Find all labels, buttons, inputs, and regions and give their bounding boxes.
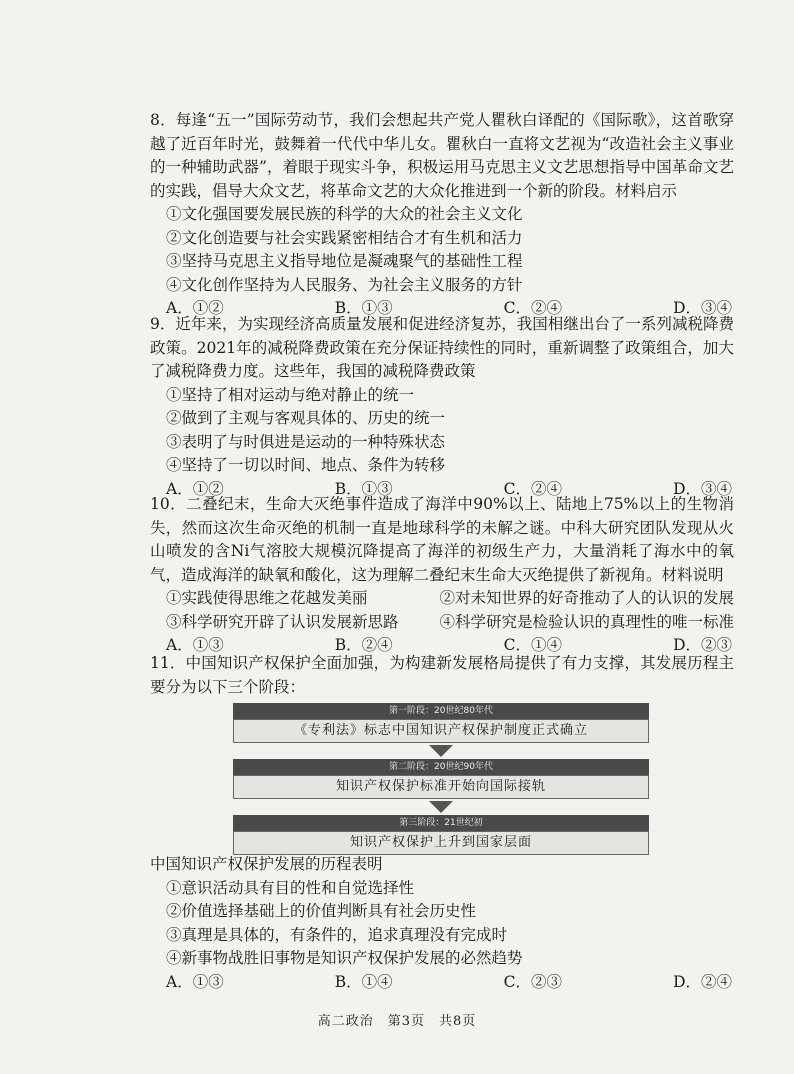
stage-2-text: 知识产权保护标准开始向国际接轨 <box>233 775 649 799</box>
choice-b: B．①④ <box>334 972 393 991</box>
question-9-item-2: ②做到了主观与客观具体的、历史的统一 <box>166 409 446 427</box>
question-11-stem: 11．中国知识产权保护全面加强，为构建新发展格局提供了有力支撑，其发展历程主要分为以下三个阶段： <box>150 654 734 696</box>
question-9-stem: 9．近年来，为实现经济高质量发展和促进经济复苏，我国相继出台了一系列减税降费政策。2021年的减税降费政策在充分保证持续性的同时，重新调整了政策组合，加大了减税降费力度。这些年，我国的减税降费政策 <box>150 315 734 380</box>
choice-d: D．③④ <box>673 479 732 498</box>
question-8-item-2: ②文化创造要与社会实践紧密相结合才有生机和活力 <box>166 228 523 247</box>
question-11-item-3: ③真理是具体的，有条件的，追求真理没有完成时 <box>166 925 508 944</box>
page-footer: 高二政治 第3页 共8页 <box>317 1014 477 1029</box>
choice-c: C．②④ <box>503 299 563 317</box>
question-10 <box>150 493 734 658</box>
question-9-item-4: ④坚持了一切以时间、地点、条件为转移 <box>166 456 446 474</box>
choice-d: D．②③ <box>673 636 732 654</box>
question-11-item-2: ②价值选择基础上的价值判断具有社会历史性 <box>166 902 477 920</box>
down-arrow-icon <box>233 743 649 759</box>
question-9-item-1: ①坚持了相对运动与绝对静止的统一 <box>166 385 415 404</box>
down-arrow-icon <box>233 799 649 815</box>
question-11 <box>150 652 734 699</box>
question-8 <box>150 109 734 321</box>
question-9 <box>150 313 734 501</box>
choice-c: C．②④ <box>503 479 563 498</box>
choice-c: C．①④ <box>503 636 563 654</box>
stage-2-header: 第二阶段：20世纪90年代 <box>233 759 649 775</box>
question-9-item-3: ③表明了与时俱进是运动的一种特殊状态 <box>166 432 446 451</box>
choice-a: A．①② <box>166 479 224 498</box>
choice-b: B．①③ <box>334 299 393 317</box>
choice-a: A．①③ <box>166 972 224 991</box>
question-11-choices <box>150 971 734 995</box>
stage-1-header: 第一阶段：20世纪80年代 <box>233 703 649 719</box>
choice-a: A．①② <box>166 299 224 317</box>
choice-c: C．②③ <box>503 972 563 991</box>
question-11-item-1: ①意识活动具有目的性和自觉选择性 <box>166 878 415 897</box>
stage-1-text: 《专利法》标志中国知识产权保护制度正式确立 <box>233 719 649 743</box>
question-8-stem: 8．每逢“五一”国际劳动节，我们会想起共产党人瞿秋白译配的《国际歌》，这首歌穿越了近百年时光，鼓舞着一代代中华儿女。瞿秋白一直将文艺视为“改造社会主义事业的一种辅助武器”，着眼于现实斗争，积极运用马克思主义文艺思想指导中国革命文艺的实践，倡导大众文艺，将革命文艺的大众化推进到一个新的阶段。材料启示 <box>150 111 734 200</box>
question-11-item-4: ④新事物战胜旧事物是知识产权保护发展的必然趋势 <box>166 949 523 967</box>
question-8-item-3: ③坚持马克思主义指导地位是凝魂聚气的基础性工程 <box>166 252 523 270</box>
question-10-item-3: ③科学研究开辟了认识发展新思路 <box>166 612 399 631</box>
question-8-item-4: ④文化创作坚持为人民服务、为社会主义服务的方针 <box>166 275 523 294</box>
question-10-item-1: ①实践使得思维之花越发美丽 <box>166 589 368 607</box>
stage-3-header: 第三阶段：21世纪初 <box>233 815 649 831</box>
question-11-body <box>150 853 734 994</box>
choice-b: B．②④ <box>334 636 393 654</box>
question-10-item-2: ②对未知世界的好奇推动了人的认识的发展 <box>439 589 734 607</box>
choice-b: B．①③ <box>334 479 393 498</box>
question-10-item-4: ④科学研究是检验认识的真理性的唯一标准 <box>439 612 734 631</box>
choice-d: D．③④ <box>673 299 732 317</box>
ip-history-diagram <box>233 703 649 855</box>
question-8-item-1: ①文化强国要发展民族的科学的大众的社会主义文化 <box>166 205 523 223</box>
question-10-stem: 10．二叠纪末，生命大灭绝事件造成了海洋中90%以上、陆地上75%以上的生物消失，然而这次生命灭绝的机制一直是地球科学的未解之谜。中科大研究团队发现从火山喷发的含Ni气溶胶大规模沉降提高了海洋的初级生产力，大量消耗了海水中的氧气，造成海洋的缺氧和酸化，这为理解二叠纪末生命大灭绝提供了新视角。材料说明 <box>150 495 734 584</box>
stage-3-text: 知识产权保护上升到国家层面 <box>233 831 649 855</box>
question-10-items <box>150 587 734 634</box>
question-11-lead: 中国知识产权保护发展的历程表明 <box>150 855 383 873</box>
choice-a: A．①③ <box>166 636 224 654</box>
choice-d: D．②④ <box>673 972 732 991</box>
